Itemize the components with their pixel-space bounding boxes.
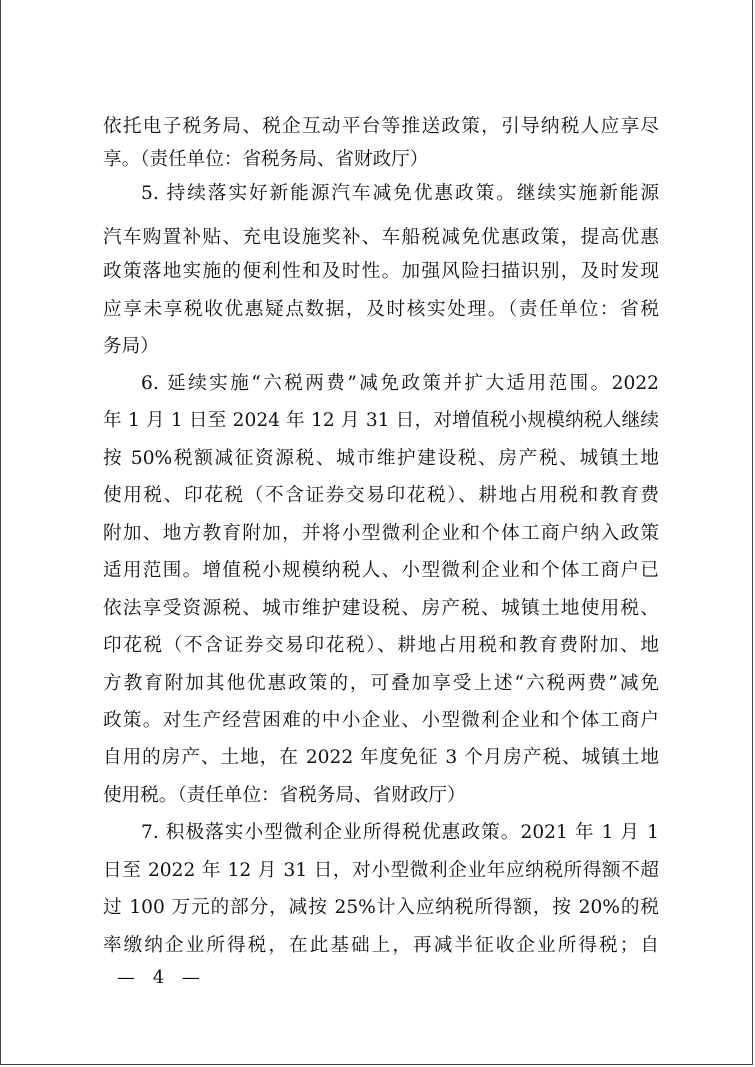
paragraph-heading-5: 5. 持续落实好新能源汽车减免优惠政策。继续实施新能源: [141, 183, 659, 204]
text-line: 印花税（不含证券交易印花税）、耕地占用税和教育费附加、地: [103, 635, 659, 656]
text-line: 方教育附加其他优惠政策的，可叠加享受上述“六税两费”减免: [103, 673, 659, 694]
text-line: 依法享受资源税、城市维护建设税、房产税、城镇土地使用税、: [103, 598, 659, 619]
text-line: 汽车购置补贴、充电设施奖补、车船税减免优惠政策，提高优惠: [103, 227, 659, 248]
text-line: 享。（责任单位：省税务局、省财政厅）: [103, 149, 429, 170]
text-line: 务局）: [103, 336, 159, 357]
text-line: 使用税、印花税（不含证券交易印花税）、耕地占用税和教育费: [103, 485, 659, 506]
text-line: 应享未享税收优惠疑点数据，及时核实处理。（责任单位：省税: [103, 299, 659, 320]
text-line: 使用税。（责任单位：省税务局、省财政厅）: [103, 785, 466, 806]
text-line: 自用的房产、土地，在 2022 年度免征 3 个月房产税、城镇土地: [103, 747, 659, 768]
text-line: 适用范围。增值税小规模纳税人、小型微利企业和个体工商户已: [103, 560, 659, 581]
text-line: 附加、地方教育附加，并将小型微利企业和个体工商户纳入政策: [103, 523, 659, 544]
text-line: 政策。对生产经营困难的中小企业、小型微利企业和个体工商户: [103, 710, 659, 731]
text-line: 率缴纳企业所得税，在此基础上，再减半征收企业所得税；自: [103, 935, 659, 956]
text-line: 按 50%税额减征资源税、城市维护建设税、房产税、城镇土地: [103, 448, 659, 469]
paragraph-heading-7: 7. 积极落实小型微利企业所得税优惠政策。2021 年 1 月 1: [141, 822, 659, 843]
page-number: — 4 —: [117, 967, 206, 988]
text-line: 过 100 万元的部分，减按 25%计入应纳税所得额，按 20%的税: [103, 897, 659, 918]
text-line: 日至 2022 年 12 月 31 日，对小型微利企业年应纳税所得额不超: [103, 860, 659, 881]
text-line: 政策落地实施的便利性和及时性。加强风险扫描识别，及时发现: [103, 261, 659, 282]
text-line: 依托电子税务局、税企互动平台等推送政策，引导纳税人应享尽: [103, 116, 659, 137]
paragraph-heading-6: 6. 延续实施“六税两费”减免政策并扩大适用范围。2022: [141, 373, 659, 394]
text-line: 年 1 月 1 日至 2024 年 12 月 31 日，对增值税小规模纳税人继续: [103, 410, 659, 431]
